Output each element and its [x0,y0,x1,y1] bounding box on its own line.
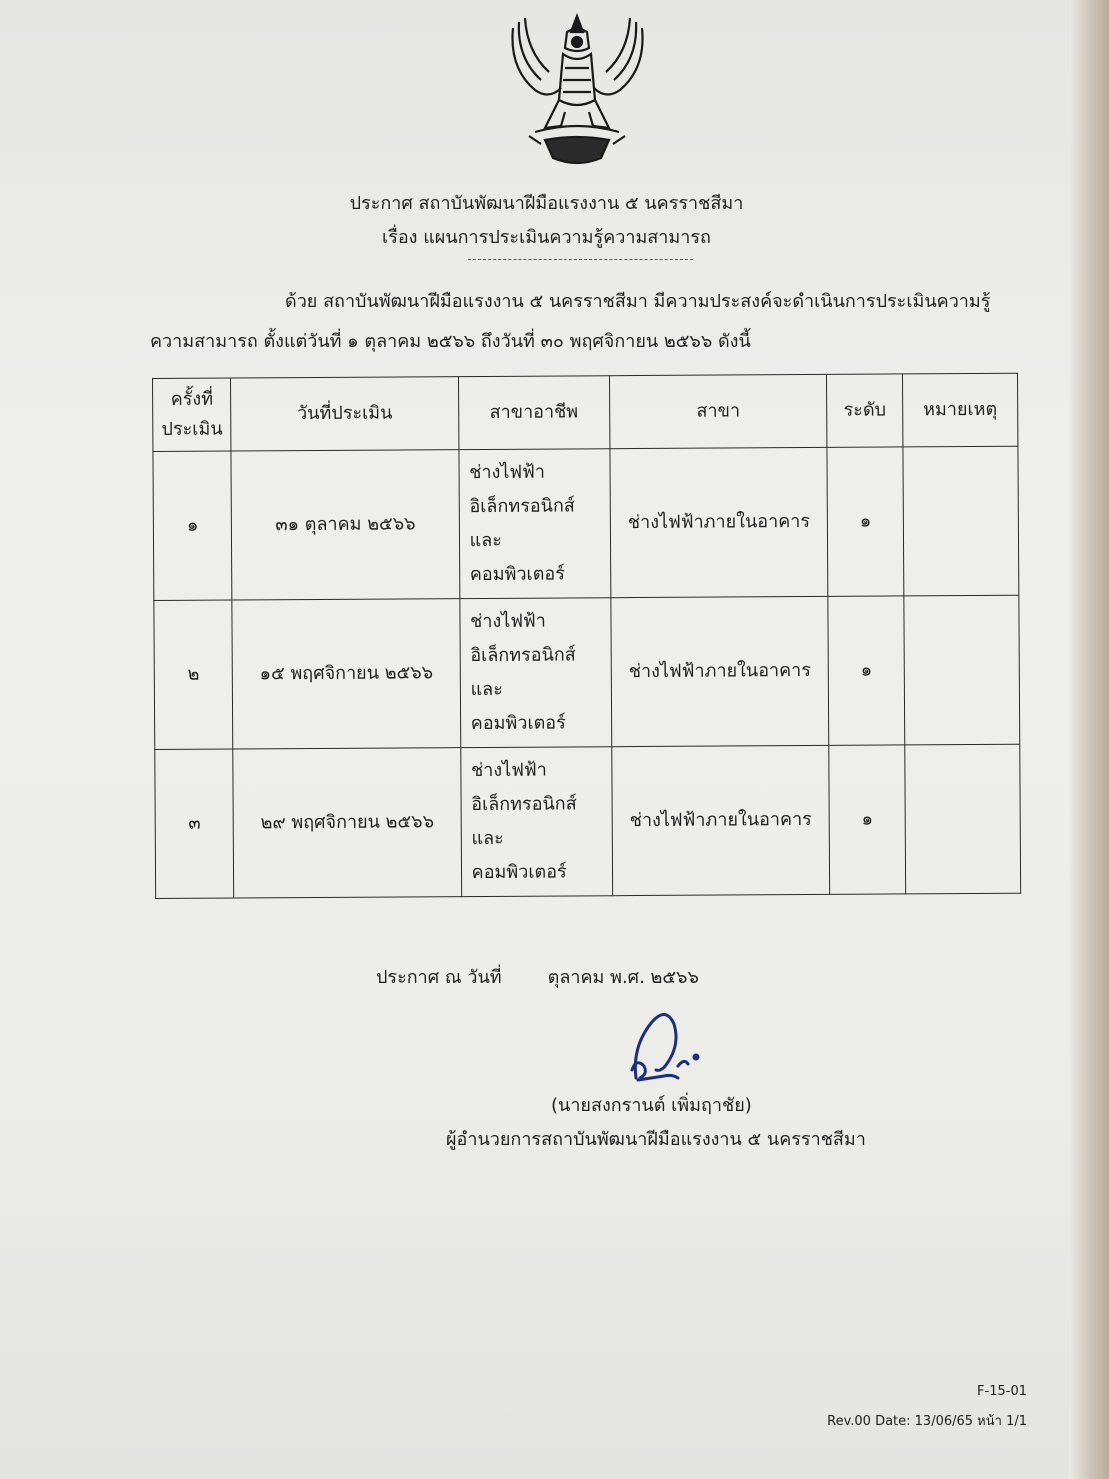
occupation-line: คอมพิวเตอร์ [469,563,565,586]
header-round-line2: ประเมิน [161,418,223,440]
cell-level: ๑ [827,447,903,596]
cell-occupation [459,449,611,599]
intro-line-2: ความสามารถ ตั้งแต่วันที่ ๑ ตุลาคม ๒๕๖๖ ถึงวันที่ ๓๐ พฤศจิกายน ๒๕๖๖ ดังนี้ [150,331,751,352]
occupation-line: และ [471,827,504,850]
cell-remark [905,744,1021,894]
header-level: ระดับ [827,374,903,447]
header-round [153,378,232,451]
signer-name: (นายสงกรานต์ เพิ่มฤาชัย) [551,1095,752,1116]
occupation-line: ช่างไฟฟ้า [470,610,546,633]
cell-branch: ช่างไฟฟ้าภายในอาคาร [611,596,830,746]
cell-date: ๒๙ พฤศจิกายน ๒๕๖๖ [233,748,461,898]
occupation-line: อิเล็กทรอนิกส์ [470,644,576,667]
announcement-month-year: ตุลาคม พ.ศ. ๒๕๖๖ [547,967,699,988]
cell-round: ๓ [155,749,234,898]
occupation-line: และ [469,529,502,552]
occupation-line: คอมพิวเตอร์ [471,861,567,884]
announcement-title: ประกาศ สถาบันพัฒนาฝีมือแรงงาน ๕ นครราชสีมา [349,193,744,214]
occupation-line: ช่างไฟฟ้า [469,461,546,484]
cell-date: ๓๑ ตุลาคม ๒๕๖๖ [231,450,459,600]
cell-occupation [459,598,611,748]
occupation-line: คอมพิวเตอร์ [470,712,566,735]
cell-branch: ช่างไฟฟ้าภายในอาคาร [612,745,831,895]
announcement-subject: เรื่อง แผนการประเมินความรู้ความสามารถ [382,227,711,248]
cell-branch: ช่างไฟฟ้าภายในอาคาร [610,447,829,597]
signature-mark [622,1000,712,1085]
cell-level: ๑ [828,596,904,745]
occupation-line: อิเล็กทรอนิกส์ [469,495,575,518]
cell-date: ๑๕ พฤศจิกายน ๒๕๖๖ [232,599,460,749]
revision-info: Rev.00 Date: 13/06/65 หน้า 1/1 [827,1414,1027,1429]
signer-position: ผู้อำนวยการสถาบันพัฒนาฝีมือแรงงาน ๕ นครราชสีมา [446,1129,866,1150]
title-divider [468,259,693,260]
cell-round: ๑ [153,451,232,600]
cell-remark [903,446,1019,596]
cell-round: ๒ [154,600,233,749]
header-date: วันที่ประเมิน [231,377,459,451]
form-code: F-15-01 [977,1384,1027,1399]
announcement-date-prefix: ประกาศ ณ วันที่ [376,967,502,988]
table-header-row [153,373,1018,451]
table-row [155,744,1021,898]
header-branch: สาขา [609,374,827,448]
occupation-line: อิเล็กทรอนิกส์ [471,793,577,816]
intro-line-1: ด้วย สถาบันพัฒนาฝีมือแรงงาน ๕ นครราชสีมา มีความประสงค์จะดำเนินการประเมินความรู้ [285,291,991,312]
occupation-line: ช่างไฟฟ้า [470,759,547,782]
table-row [153,446,1019,600]
table-row [154,595,1020,749]
garuda-emblem-icon [505,8,650,168]
announcement-date [376,962,699,991]
cell-remark [904,595,1020,745]
assessment-plan-table [152,373,1021,899]
cell-occupation [460,747,612,897]
cell-level: ๑ [829,745,905,894]
header-remark: หมายเหตุ [902,373,1018,447]
occupation-line: และ [470,678,503,701]
header-round-line1: ครั้งที่ [170,388,214,410]
header-occupation: สาขาอาชีพ [458,376,610,450]
